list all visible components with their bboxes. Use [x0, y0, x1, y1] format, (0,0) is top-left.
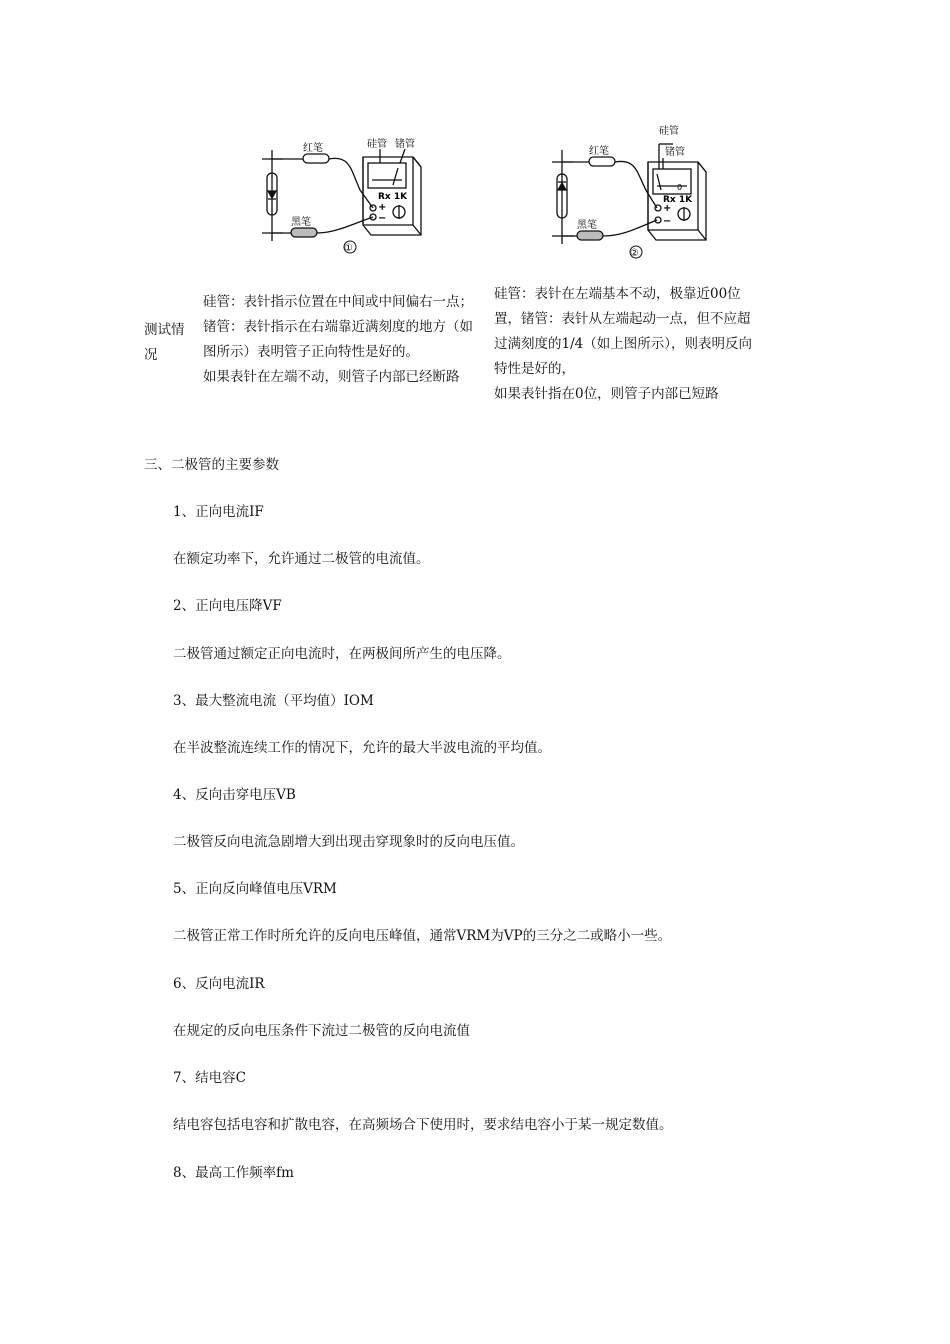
- fig2-germanium-label: 锗管: [665, 147, 685, 158]
- param-heading: 5、正向反向峰值电压VRM: [173, 881, 337, 897]
- fig2-number-label: ②: [630, 248, 639, 259]
- forward-line: 锗管：表针指示在右端靠近满刻度的地方（如: [203, 319, 473, 335]
- fig1-range-label: Rx 1K: [378, 192, 408, 202]
- param-description: 二极管正常工作时所允许的反向电压峰值，通常VRM为VP的三分之二或略小一些。: [173, 928, 672, 944]
- forward-line: 图所示）表明管子正向特性是好的。: [203, 344, 419, 360]
- param-description: 结电容包括电容和扩散电容，在高频场合下使用时，要求结电容小于某一规定数值。: [173, 1117, 673, 1133]
- figure-forward-test: [255, 135, 435, 260]
- fig2-zero-label: 0: [677, 183, 683, 192]
- fig2-plus-label: +: [663, 203, 672, 214]
- reverse-line: 如果表针指在0位，则管子内部已短路: [494, 386, 719, 402]
- fig1-number-label: ①: [344, 243, 353, 254]
- fig1-plus-label: +: [378, 202, 387, 213]
- param-heading: 6、反向电流IR: [173, 976, 265, 992]
- param-description: 二极管通过额定正向电流时，在两极间所产生的电压降。: [173, 646, 511, 662]
- test-row-label-line2: 况: [144, 347, 158, 363]
- section-title: 三、二极管的主要参数: [144, 457, 279, 473]
- test-row-label: [144, 318, 194, 368]
- param-description: 在规定的反向电压条件下流过二极管的反向电流值: [173, 1023, 470, 1039]
- reverse-test-description: [494, 282, 784, 407]
- test-row-label-line1: 测试情: [144, 322, 185, 338]
- forward-test-description: [203, 290, 493, 390]
- fig1-germanium-label: 锗管: [395, 139, 415, 150]
- param-description: 在额定功率下，允许通过二极管的电流值。: [173, 551, 430, 567]
- fig2-silicon-label: 硅管: [659, 126, 679, 137]
- param-description: 在半波整流连续工作的情况下，允许的最大半波电流的平均值。: [173, 740, 551, 756]
- param-heading: 1、正向电流IF: [173, 504, 264, 520]
- param-heading: 2、正向电压降VF: [173, 598, 282, 614]
- figure-reverse-test: [545, 122, 725, 260]
- reverse-line: 过满刻度的1/4（如上图所示），则表明反向: [494, 336, 752, 352]
- fig2-black-probe-label: 黑笔: [577, 220, 597, 231]
- forward-line: 硅管：表针指示位置在中间或中间偏右一点；: [203, 294, 473, 310]
- fig2-range-label: Rx 1K: [663, 195, 693, 205]
- reverse-line: 特性是好的，: [494, 361, 575, 377]
- fig2-minus-label: −: [663, 216, 672, 227]
- param-description: 二极管反向电流急剧增大到出现击穿现象时的反向电压值。: [173, 834, 524, 850]
- param-heading: 7、结电容C: [173, 1070, 246, 1086]
- fig1-red-probe-label: 红笔: [303, 143, 323, 154]
- reverse-line: 置，锗管：表针从左端起动一点，但不应超: [494, 311, 751, 327]
- fig1-black-probe-label: 黑笔: [291, 217, 311, 228]
- forward-line: 如果表针在左端不动，则管子内部已经断路: [203, 369, 460, 385]
- param-heading: 8、最高工作频率fm: [173, 1165, 294, 1181]
- reverse-line: 硅管：表针在左端基本不动，极靠近00位: [494, 286, 741, 302]
- fig1-silicon-label: 硅管: [367, 139, 387, 150]
- fig1-minus-label: −: [378, 213, 387, 224]
- param-heading: 3、最大整流电流（平均值）IOM: [173, 693, 374, 709]
- fig2-red-probe-label: 红笔: [589, 146, 609, 157]
- param-heading: 4、反向击穿电压VB: [173, 787, 296, 803]
